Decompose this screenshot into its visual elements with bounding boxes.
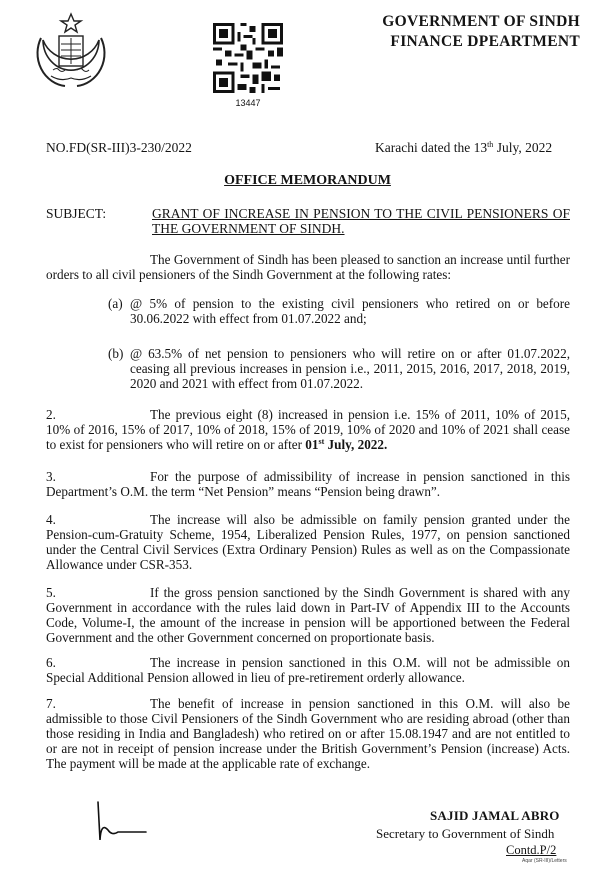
paragraph-5 <box>46 585 570 645</box>
reference-number: NO.FD(SR-III)3-230/2022 <box>46 140 192 155</box>
paragraph-6 <box>46 655 570 685</box>
header-line-1: GOVERNMENT OF SINDH <box>382 13 580 30</box>
sindh-government-seal-icon <box>35 10 107 90</box>
rate-item-a <box>108 296 570 326</box>
item-label: (b) <box>108 346 124 361</box>
paragraph-2 <box>46 407 570 452</box>
paragraph-4 <box>46 512 570 572</box>
paragraph-number: 3. <box>46 469 56 484</box>
paragraph-number: 2. <box>46 407 56 422</box>
handwritten-signature <box>88 800 148 850</box>
paragraph-number: 5. <box>46 585 56 600</box>
header-line-2: FINANCE DPEARTMENT <box>390 33 580 50</box>
subject-label: SUBJECT: <box>46 206 107 221</box>
signatory-title: Secretary to Government of Sindh <box>376 826 555 841</box>
subject-text: GRANT OF INCREASE IN PENSION TO THE CIVIL PENSIONERS OF THE GOVERNMENT OF SINDH. <box>152 206 570 236</box>
qr-code <box>210 20 286 125</box>
memo-title: OFFICE MEMORANDUM <box>224 173 391 188</box>
paragraph-number: 7. <box>46 696 56 711</box>
paragraph-number: 4. <box>46 512 56 527</box>
department-header <box>330 12 580 52</box>
memo-date: Karachi dated the 13th July, 2022 <box>375 140 553 155</box>
qr-number: 13447 <box>235 98 261 108</box>
paragraph-text: If the gross pension sanctioned by the Sindh Government is shared with any Government in accordance with the rules laid down in Part-IV of Appendix III to the Accounts Code, Volume-I, the amount of the increase in pension will be apportioned between the Federal Government and the other Government concerned on proportionate basis. <box>46 585 570 645</box>
intro-paragraph: The Government of Sindh has been pleased to sanction an increase until further orders to all civil pensioners of the Sindh Government at the following rates: <box>46 252 570 282</box>
paragraph-number: 6. <box>46 655 56 670</box>
paragraph-3 <box>46 469 570 499</box>
paragraph-text: The previous eight (8) increased in pension i.e. 15% of 2011, 10% of 2015, 10% of 2016, 15% of 2017, 10% of 2018, 15% of 2019, 10% of 2020 and 10% of 2021 shall cease to exist for pensioners who will retire on or after <box>46 407 570 452</box>
paragraph-text: The increase will also be admissible on family pension granted under the Pension-cum-Gratuity Scheme, 1954, Liberalized Pension Rules, 1977, on pension sanctioned under the Central Civil Services (Extra Ordinary Pension) Rules as well as on the Compassionate Allowance under CSR-353. <box>46 512 570 572</box>
item-label: (a) <box>108 296 123 311</box>
signatory-name: SAJID JAMAL ABRO <box>430 808 560 823</box>
cutoff-date: 01st July, 2022. <box>305 437 388 452</box>
paragraph-text: The benefit of increase in pension sanctioned in this O.M. will also be admissible to those Civil Pensioners of the Sindh Government who are residing abroad (other than those residing in India and Bangladesh) who retired on or after 15.08.1947 and are not entitled to or are not in receipt of pension increase under the British Government’s Pension (increase) Acts. The payment will be made at the applicable rate of exchange. <box>46 696 570 771</box>
paragraph-text: For the purpose of admissibility of increase in pension sanctioned in this Department’s O.M. the term “Net Pension” means “Pension being drawn”. <box>46 469 570 499</box>
file-reference: Aqar (SR-III)/Letters <box>522 858 567 864</box>
item-text: @ 63.5% of net pension to pensioners who will retire on or after 01.07.2022, ceasing all previous increases in pension i.e., 2011, 2015, 2016, 2017, 2018, 2019, 2020 and 2021 with effect from 01.07.2022. <box>130 346 570 391</box>
paragraph-text: The increase in pension sanctioned in this O.M. will not be admissible on Special Additional Pension allowed in lieu of pre-retirement orderly allowance. <box>46 655 570 685</box>
rate-item-b <box>108 346 570 391</box>
item-text: @ 5% of pension to the existing civil pensioners who retired on or before 30.06.2022 with effect from 01.07.2022 and; <box>130 296 570 326</box>
paragraph-7 <box>46 696 570 771</box>
continued-marker: Contd.P/2 <box>506 843 557 857</box>
